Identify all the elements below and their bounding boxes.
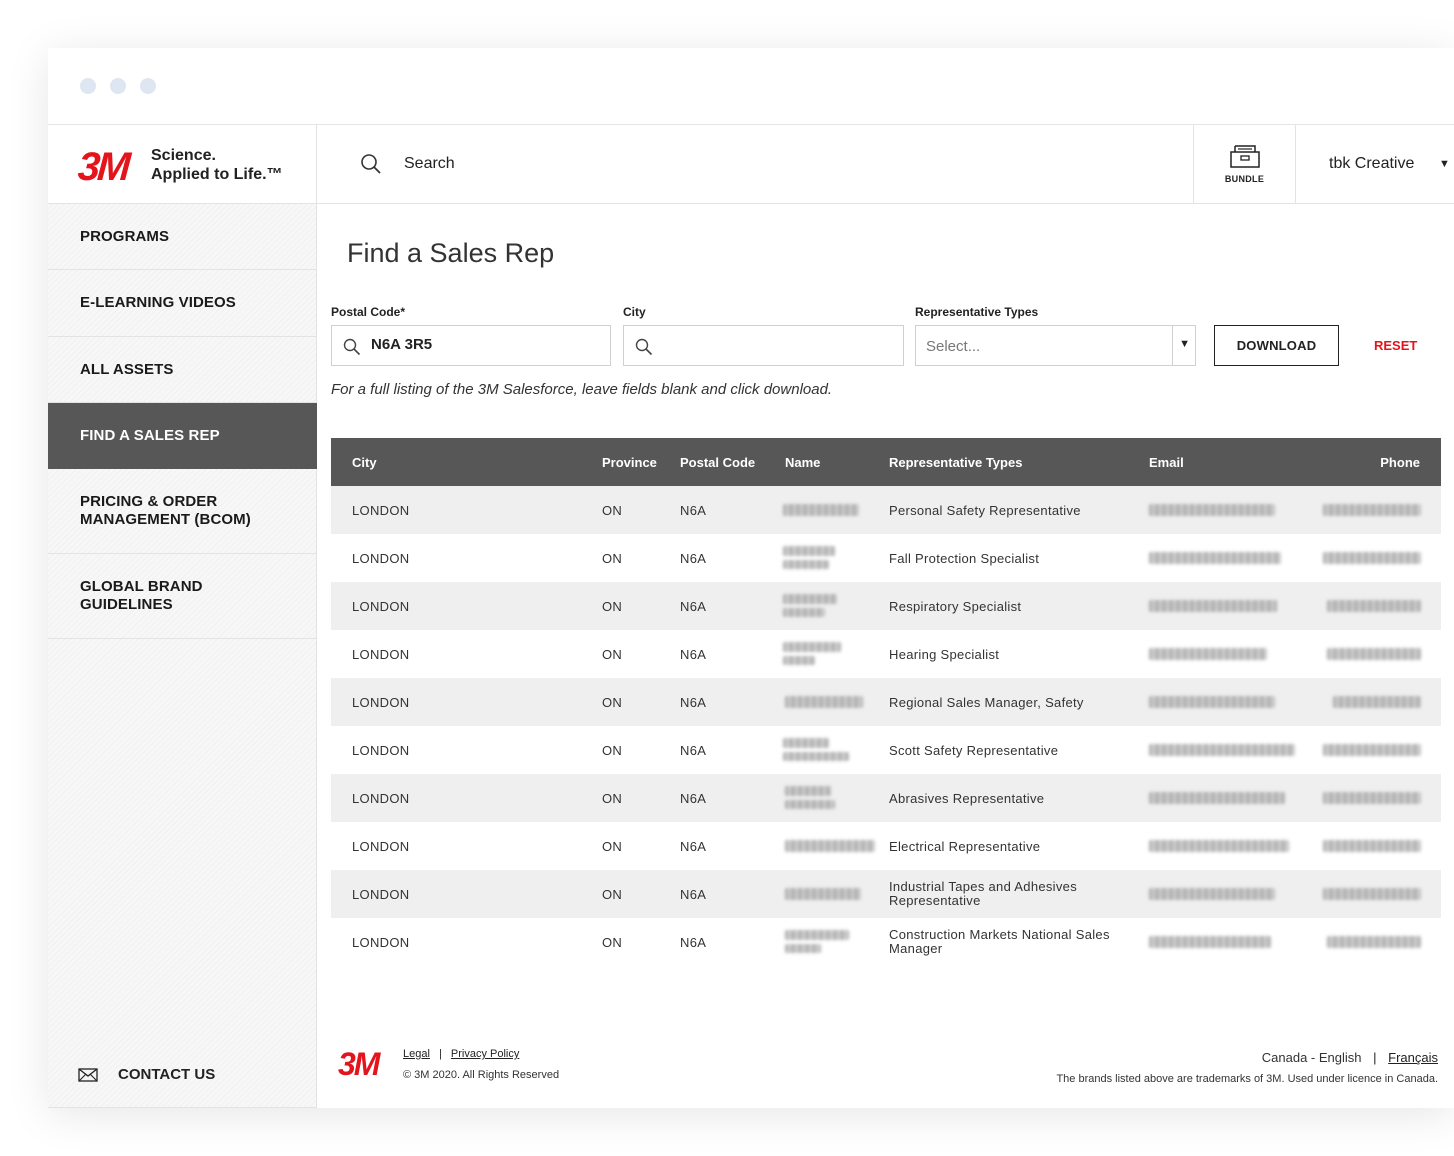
select-divider xyxy=(1172,326,1173,365)
cell-representative-type: Industrial Tapes and Adhesives Representative xyxy=(889,879,1077,908)
brand-tagline xyxy=(151,146,283,184)
user-name: tbk Creative xyxy=(1329,155,1415,172)
cell-representative-type: Electrical Representative xyxy=(889,839,1041,854)
redacted-phone xyxy=(1323,504,1421,516)
cell-postal-code: N6A xyxy=(680,695,707,710)
redacted-name xyxy=(783,594,837,604)
redacted-email[interactable] xyxy=(1149,888,1275,900)
user-menu[interactable] xyxy=(1296,125,1454,204)
sidebar-item-programs[interactable]: PROGRAMS xyxy=(48,204,317,270)
redacted-name xyxy=(785,888,861,900)
brand-logo[interactable] xyxy=(48,125,317,204)
window-dot-icon[interactable] xyxy=(80,78,96,94)
city-field[interactable] xyxy=(623,325,904,366)
table-row[interactable] xyxy=(331,726,1441,774)
redacted-name xyxy=(783,752,849,761)
sidebar-nav xyxy=(48,204,317,1108)
cell-province: ON xyxy=(602,695,623,710)
city-input[interactable] xyxy=(663,336,883,353)
cell-postal-code: N6A xyxy=(680,743,707,758)
redacted-email[interactable] xyxy=(1149,936,1271,948)
redacted-name xyxy=(785,840,875,852)
cell-province: ON xyxy=(602,935,623,950)
cell-province: ON xyxy=(602,551,623,566)
contact-us-label: CONTACT US xyxy=(118,1066,216,1083)
representative-types-label: Representative Types xyxy=(915,305,1039,319)
cell-representative-type: Fall Protection Specialist xyxy=(889,551,1040,566)
caret-down-icon[interactable]: ▼ xyxy=(1179,338,1190,350)
cell-representative-type: Scott Safety Representative xyxy=(889,743,1059,758)
window-dot-icon[interactable] xyxy=(140,78,156,94)
search-input[interactable] xyxy=(404,151,1104,177)
tagline-line-2: Applied to Life.™ xyxy=(151,166,283,183)
logo-3m: 3M xyxy=(76,145,130,189)
redacted-name xyxy=(785,930,849,940)
caret-down-icon: ▼ xyxy=(1439,158,1450,170)
cell-postal-code: N6A xyxy=(680,599,707,614)
cell-representative-type: Personal Safety Representative xyxy=(889,503,1081,518)
redacted-email[interactable] xyxy=(1149,744,1295,756)
sidebar-divider xyxy=(48,1107,317,1108)
redacted-phone xyxy=(1323,744,1421,756)
cell-postal-code: N6A xyxy=(680,839,707,854)
language-switcher xyxy=(1262,1050,1438,1065)
redacted-email[interactable] xyxy=(1149,696,1275,708)
reset-link[interactable]: RESET xyxy=(1374,338,1418,353)
search-bar xyxy=(318,125,1193,204)
table-row[interactable] xyxy=(331,486,1441,534)
search-icon xyxy=(343,338,361,356)
cell-city: LONDON xyxy=(352,839,410,854)
table-header xyxy=(331,438,1441,486)
footer-links xyxy=(403,1048,519,1060)
cell-province: ON xyxy=(602,791,623,806)
sidebar-item-e-learning-videos[interactable]: E-LEARNING VIDEOS xyxy=(48,270,317,337)
window-dot-icon[interactable] xyxy=(110,78,126,94)
col-header-province[interactable]: Province xyxy=(602,455,657,470)
sidebar-item-find-a-sales-rep[interactable]: FIND A SALES REP xyxy=(48,403,317,469)
redacted-email[interactable] xyxy=(1149,648,1267,660)
redacted-email[interactable] xyxy=(1149,792,1285,804)
cell-postal-code: N6A xyxy=(680,647,707,662)
redacted-phone xyxy=(1323,552,1421,564)
top-header xyxy=(48,125,1454,204)
redacted-name xyxy=(783,546,835,556)
cell-city: LONDON xyxy=(352,935,410,950)
legal-link[interactable]: Legal xyxy=(403,1048,430,1060)
table-row[interactable] xyxy=(331,774,1441,822)
browser-window xyxy=(48,48,1454,1108)
cell-city: LONDON xyxy=(352,599,410,614)
table-row[interactable] xyxy=(331,918,1441,966)
redacted-phone xyxy=(1327,648,1421,660)
language-separator: | xyxy=(1373,1050,1377,1065)
footer-copyright: © 3M 2020. All Rights Reserved xyxy=(403,1069,560,1081)
language-francais-link[interactable]: Français xyxy=(1388,1050,1438,1065)
cell-postal-code: N6A xyxy=(680,551,707,566)
postal-code-field[interactable] xyxy=(331,325,611,366)
sales-rep-table xyxy=(331,438,1441,966)
redacted-phone xyxy=(1327,936,1421,948)
redacted-phone xyxy=(1333,696,1421,708)
city-label: City xyxy=(623,305,646,319)
download-hint: For a full listing of the 3M Salesforce, leave fields blank and click download. xyxy=(331,381,833,398)
table-row[interactable] xyxy=(331,822,1441,870)
cell-postal-code: N6A xyxy=(680,887,707,902)
bundle-button[interactable] xyxy=(1193,125,1296,204)
page-title: Find a Sales Rep xyxy=(347,238,555,268)
language-current: Canada - English xyxy=(1261,1050,1362,1065)
redacted-phone xyxy=(1323,792,1421,804)
cell-city: LONDON xyxy=(352,551,410,566)
redacted-name xyxy=(785,800,835,809)
cell-province: ON xyxy=(602,743,623,758)
cell-postal-code: N6A xyxy=(680,791,707,806)
window-titlebar xyxy=(48,48,1454,125)
cell-province: ON xyxy=(602,839,623,854)
redacted-name xyxy=(785,786,831,796)
cell-representative-type: Construction Markets National Sales Manager xyxy=(889,927,1110,956)
table-row[interactable] xyxy=(331,630,1441,678)
cell-city: LONDON xyxy=(352,695,410,710)
col-header-name[interactable]: Name xyxy=(785,455,821,470)
representative-types-select[interactable] xyxy=(915,325,1196,366)
cell-province: ON xyxy=(602,503,623,518)
redacted-phone xyxy=(1323,888,1421,900)
redacted-name xyxy=(785,696,863,708)
sidebar-item-pricing-order-management[interactable]: PRICING & ORDER MANAGEMENT (BCOM) xyxy=(48,469,317,554)
redacted-name xyxy=(783,738,829,748)
cell-representative-type: Respiratory Specialist xyxy=(889,599,1022,614)
cell-postal-code: N6A xyxy=(680,503,707,518)
download-button[interactable]: DOWNLOAD xyxy=(1214,325,1339,366)
redacted-name xyxy=(783,608,825,617)
col-header-email[interactable]: Email xyxy=(1149,455,1184,470)
cell-city: LONDON xyxy=(352,743,410,758)
postal-code-input[interactable] xyxy=(371,336,591,353)
postal-code-label: Postal Code* xyxy=(331,305,406,319)
search-icon xyxy=(360,153,382,175)
cell-province: ON xyxy=(602,647,623,662)
tagline-line-1: Science. xyxy=(151,147,216,164)
cell-postal-code: N6A xyxy=(680,935,707,950)
redacted-name xyxy=(783,504,859,516)
table-body xyxy=(331,486,1441,966)
sidebar-item-all-assets[interactable]: ALL ASSETS xyxy=(48,337,317,403)
table-row[interactable] xyxy=(331,678,1441,726)
table-row[interactable] xyxy=(331,870,1441,918)
cell-city: LONDON xyxy=(352,887,410,902)
table-row[interactable] xyxy=(331,582,1441,630)
redacted-phone xyxy=(1327,600,1421,612)
cell-representative-type: Hearing Specialist xyxy=(889,647,1000,662)
cell-representative-type: Abrasives Representative xyxy=(889,791,1045,806)
bundle-box-icon xyxy=(1229,143,1261,169)
bundle-label: BUNDLE xyxy=(1224,174,1265,184)
redacted-phone xyxy=(1323,840,1421,852)
contact-us-link[interactable] xyxy=(78,1066,215,1083)
footer-separator: | xyxy=(438,1048,442,1060)
cell-representative-type: Regional Sales Manager, Safety xyxy=(889,695,1084,710)
representative-types-placeholder: Select... xyxy=(926,338,981,355)
cell-city: LONDON xyxy=(352,647,410,662)
redacted-email[interactable] xyxy=(1149,600,1277,612)
redacted-name xyxy=(785,944,821,953)
redacted-name xyxy=(783,642,841,652)
footer-trademark-note: The brands listed above are trademarks of 3M. Used under licence in Canada. xyxy=(1056,1073,1438,1085)
redacted-name xyxy=(783,656,815,665)
redacted-email[interactable] xyxy=(1149,504,1275,516)
cell-city: LONDON xyxy=(352,791,410,806)
envelope-icon xyxy=(78,1068,98,1082)
cell-city: LONDON xyxy=(352,503,410,518)
table-row[interactable] xyxy=(331,534,1441,582)
redacted-email[interactable] xyxy=(1149,840,1289,852)
col-header-phone[interactable]: Phone xyxy=(1380,455,1420,470)
col-header-city[interactable]: City xyxy=(352,455,377,470)
privacy-policy-link[interactable]: Privacy Policy xyxy=(450,1048,520,1060)
col-header-representative-types[interactable]: Representative Types xyxy=(889,455,1023,470)
redacted-email[interactable] xyxy=(1149,552,1281,564)
search-icon xyxy=(635,338,653,356)
sidebar-item-global-brand-guidelines[interactable]: GLOBAL BRAND GUIDELINES xyxy=(48,554,317,639)
footer-logo-3m[interactable]: 3M xyxy=(338,1046,379,1082)
col-header-postal-code[interactable]: Postal Code xyxy=(680,455,756,470)
redacted-name xyxy=(783,560,829,569)
cell-province: ON xyxy=(602,887,623,902)
cell-province: ON xyxy=(602,599,623,614)
